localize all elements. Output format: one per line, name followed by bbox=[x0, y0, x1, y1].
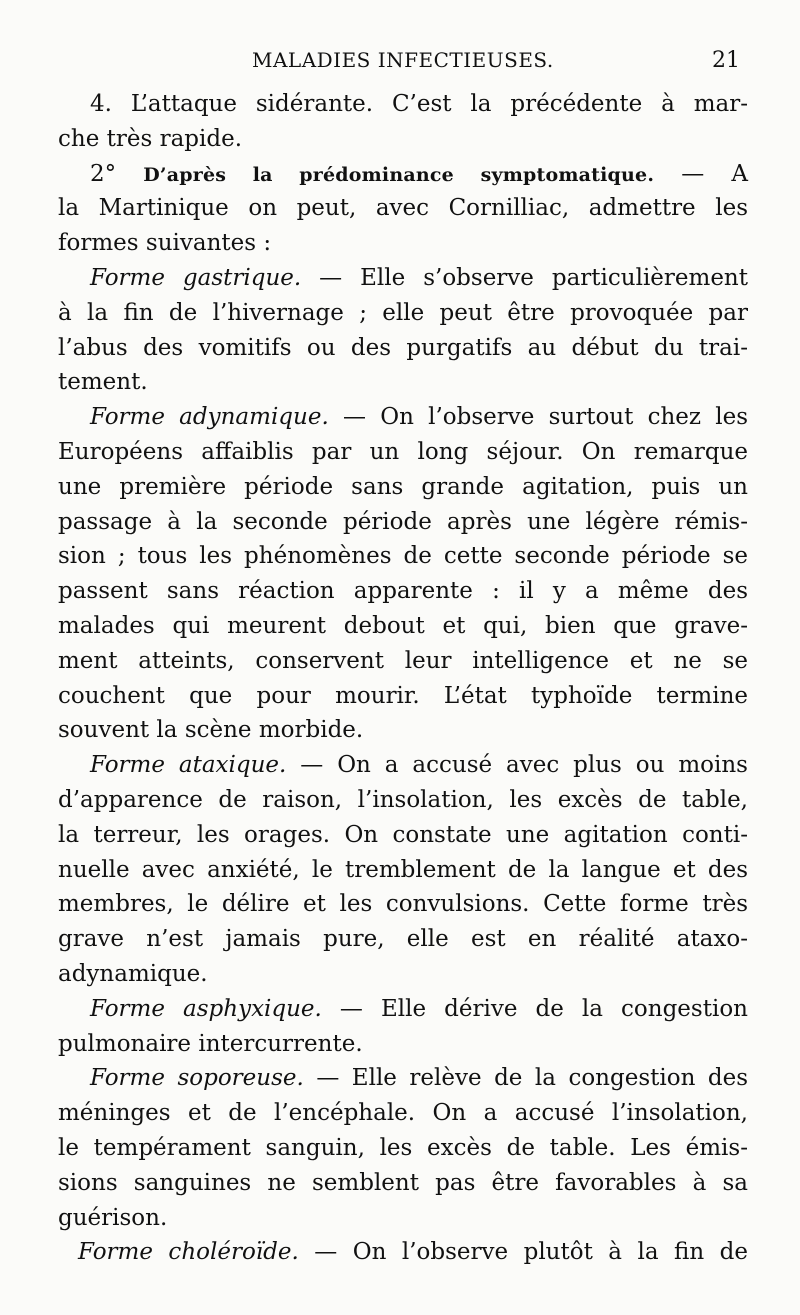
text-line: sions sanguines ne semblent pas être favorables à sa bbox=[58, 1169, 748, 1196]
text-line: Européens affaiblis par un long séjour. On remarque bbox=[58, 438, 748, 465]
text-line: nuelle avec anxiété, le tremblement de la langue et des bbox=[58, 856, 748, 883]
body-text bbox=[58, 87, 748, 1270]
page-header bbox=[0, 44, 800, 78]
text-line bbox=[58, 748, 748, 783]
text-line: le tempérament sanguin, les excès de table. Les émis- bbox=[58, 1134, 748, 1161]
italic-term: Forme ataxique. bbox=[90, 752, 287, 779]
text-line: à la fin de l’hivernage ; elle peut être provoquée par bbox=[58, 299, 748, 326]
text-line: passent sans réaction apparente : il y a même des bbox=[58, 578, 748, 605]
text-line: formes suivantes : bbox=[58, 230, 272, 257]
text-line: sion ; tous les phénomènes de cette seconde période se bbox=[58, 543, 748, 570]
text-line: membres, le délire et les convulsions. Cette forme très bbox=[58, 891, 748, 918]
text-fragment: — Elle dérive de la congestion bbox=[321, 995, 748, 1022]
section-heading: D’après la prédominance symptomatique. bbox=[143, 163, 655, 186]
running-head: MALADIES INFECTIEUSES. bbox=[252, 48, 554, 72]
text-fragment: — Elle s’observe particulièrement bbox=[301, 264, 748, 291]
text-fragment: — On l’observe surtout chez les bbox=[328, 404, 748, 431]
text-fragment: — A bbox=[654, 160, 748, 187]
text-line: malades qui meurent debout et qui, bien que grave- bbox=[58, 612, 748, 639]
text-line bbox=[58, 992, 748, 1027]
text-line: ment atteints, conservent leur intelligence et ne se bbox=[58, 647, 748, 674]
italic-term: Forme asphyxique. bbox=[90, 995, 322, 1022]
text-line: grave n’est jamais pure, elle est en réalité ataxo- bbox=[58, 926, 748, 953]
section-number: 2° bbox=[90, 160, 144, 187]
text-line: la Martinique on peut, avec Cornilliac, admettre les bbox=[58, 195, 748, 222]
text-line bbox=[58, 261, 748, 296]
text-fragment: — Elle relève de la congestion des bbox=[303, 1065, 749, 1092]
text-line: méninges et de l’encéphale. On a accusé l’insolation, bbox=[58, 1100, 748, 1127]
text-line: che très rapide. bbox=[58, 125, 243, 152]
text-line: la terreur, les orages. On constate une agitation conti- bbox=[58, 821, 748, 848]
text-line: une première période sans grande agitation, puis un bbox=[58, 473, 748, 500]
text-line: 4. L’attaque sidérante. C’est la précédente à mar- bbox=[90, 91, 748, 117]
text-fragment: — On a accusé avec plus ou moins bbox=[286, 752, 748, 779]
text-line: guérison. bbox=[58, 1204, 168, 1231]
text-line: souvent la scène morbide. bbox=[58, 717, 364, 744]
text-line bbox=[58, 1235, 748, 1270]
text-line: passage à la seconde période après une légère rémis- bbox=[58, 508, 748, 535]
italic-term: Forme adynamique. bbox=[90, 404, 329, 431]
page-number: 21 bbox=[712, 48, 740, 73]
italic-term: Forme choléroïde. bbox=[78, 1239, 299, 1266]
text-line bbox=[58, 1061, 748, 1096]
text-line bbox=[58, 157, 748, 192]
text-line: adynamique. bbox=[58, 960, 208, 987]
italic-term: Forme soporeuse. bbox=[90, 1065, 304, 1092]
text-line: couchent que pour mourir. L’état typhoïde termine bbox=[58, 682, 748, 709]
text-line bbox=[58, 400, 748, 435]
italic-term: Forme gastrique. bbox=[90, 264, 302, 291]
text-line: tement. bbox=[58, 369, 148, 396]
text-line: d’apparence de raison, l’insolation, les excès de table, bbox=[58, 786, 748, 813]
text-fragment: — On l’observe plutôt à la fin de bbox=[298, 1239, 748, 1266]
text-line: l’abus des vomitifs ou des purgatifs au début du trai- bbox=[58, 334, 748, 361]
text-line: pulmonaire intercurrente. bbox=[58, 1030, 363, 1057]
